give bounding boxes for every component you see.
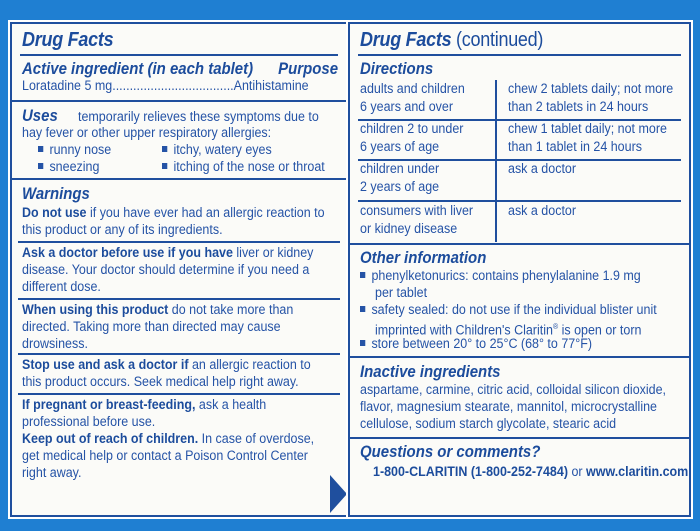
directions-dose: ask a doctor	[508, 161, 577, 177]
contact-line: 1-800-CLARITIN (1-800-252-7484) or www.claritin.com	[373, 464, 689, 480]
phone-number[interactable]: 1-800-CLARITIN (1-800-252-7484)	[373, 464, 568, 480]
directions-who: children 2 to under	[360, 121, 464, 137]
warning-do-not-use: Do not use if you have ever had an allergic reaction to	[22, 205, 325, 221]
uses-item: itchy, watery eyes	[162, 142, 272, 159]
section-divider	[12, 178, 346, 180]
section-divider	[350, 356, 689, 358]
other-info-item: safety sealed: do not use if the individual blister unit	[360, 302, 657, 319]
bullet-icon	[360, 272, 365, 278]
warning-ask-doctor: Ask a doctor before use if you have liver or kidney	[22, 245, 314, 261]
directions-dose: chew 1 tablet daily; not more	[508, 121, 667, 137]
inactive-ingredients-text: flavor, magnesium stearate, mannitol, microcrystalline	[360, 399, 657, 415]
warnings-heading: Warnings	[22, 184, 90, 203]
uses-intro-2: hay fever or other upper respiratory allergies:	[22, 125, 272, 141]
directions-who: 6 years of age	[360, 139, 440, 155]
directions-who: consumers with liver	[360, 203, 474, 219]
continue-arrow-icon	[330, 475, 347, 513]
other-info-item: store between 20° to 25°C (68° to 77°F)	[360, 336, 592, 353]
directions-who: adults and children	[360, 81, 465, 97]
uses-item: itching of the nose or throat	[162, 159, 325, 176]
directions-who: or kidney disease	[360, 221, 458, 237]
questions-heading: Questions or comments?	[360, 442, 541, 461]
bullet-icon	[162, 146, 167, 152]
table-row-divider	[358, 200, 681, 202]
drug-facts-panel-left	[10, 22, 348, 517]
ingredient-name: Loratadine 5 mg	[22, 78, 113, 94]
drug-facts-title: Drug Facts	[22, 29, 114, 51]
warning-text: this product or any of its ingredients.	[22, 222, 223, 238]
warning-keep-out: Keep out of reach of children. In case of overdose,	[22, 431, 315, 447]
active-ingredient-heading: Active ingredient (in each tablet)	[22, 59, 254, 78]
directions-dose: chew 2 tablets daily; not more	[508, 81, 674, 97]
directions-who: children under	[360, 161, 440, 177]
warning-divider	[18, 298, 340, 300]
inactive-ingredients-text: aspartame, carmine, citric acid, colloidal silicon dioxide,	[360, 382, 667, 398]
other-info-item: phenylketonurics: contains phenylalanine 1.9 mg	[360, 268, 641, 285]
section-divider	[350, 437, 689, 439]
warning-divider	[18, 393, 340, 395]
directions-dose: ask a doctor	[508, 203, 577, 219]
website-link[interactable]: www.claritin.com	[586, 464, 689, 480]
divider	[20, 54, 338, 56]
directions-who: 2 years of age	[360, 179, 440, 195]
directions-dose: than 2 tablets in 24 hours	[508, 99, 649, 115]
uses-item: runny nose	[38, 142, 111, 159]
inactive-ingredients-heading: Inactive ingredients	[360, 362, 501, 381]
warning-text: get medical help or contact a Poison Control Center	[22, 448, 308, 464]
directions-who: 6 years and over	[360, 99, 454, 115]
active-ingredient-row	[22, 78, 339, 95]
warning-text: disease. Your doctor should determine if you need a	[22, 262, 310, 278]
bullet-icon	[38, 163, 43, 169]
ingredient-purpose: Antihistamine	[233, 78, 309, 94]
section-divider	[350, 243, 689, 245]
purpose-heading: Purpose	[278, 59, 338, 78]
section-divider	[12, 100, 346, 102]
bullet-icon	[360, 306, 365, 312]
directions-dose: than 1 tablet in 24 hours	[508, 139, 642, 155]
other-info-text: per tablet	[375, 285, 428, 301]
uses-intro-1: temporarily relieves these symptoms due to	[78, 109, 319, 125]
warning-divider	[18, 241, 340, 243]
warning-pregnant: If pregnant or breast-feeding, ask a health	[22, 397, 267, 413]
warning-stop-use: Stop use and ask a doctor if an allergic reaction to	[22, 357, 311, 373]
warning-text: right away.	[22, 465, 82, 481]
leader-dots: ...................................	[112, 78, 234, 94]
drug-facts-panel-right	[348, 22, 691, 517]
other-information-heading: Other information	[360, 248, 487, 267]
warning-text: professional before use.	[22, 414, 156, 430]
warning-text: different dose.	[22, 279, 101, 295]
inactive-ingredients-text: cellulose, sodium starch glycolate, stearic acid	[360, 416, 617, 432]
uses-heading: Uses	[22, 106, 58, 125]
divider	[358, 54, 681, 56]
warning-when-using: When using this product do not take more than	[22, 302, 294, 318]
bullet-icon	[38, 146, 43, 152]
bullet-icon	[162, 163, 167, 169]
warning-text: this product occurs. Seek medical help right away.	[22, 374, 299, 390]
drug-facts-continued-title: Drug Facts (continued)	[360, 29, 544, 51]
bullet-icon	[360, 340, 365, 346]
warning-text: drowsiness.	[22, 336, 88, 352]
other-info-text: imprinted with Children's Claritin® is open or torn	[375, 322, 642, 339]
directions-column-divider	[495, 80, 497, 242]
uses-item: sneezing	[38, 159, 99, 176]
warning-divider	[18, 353, 340, 355]
directions-heading: Directions	[360, 59, 434, 78]
warning-text: directed. Taking more than directed may cause	[22, 319, 281, 335]
uses-section	[22, 106, 63, 126]
